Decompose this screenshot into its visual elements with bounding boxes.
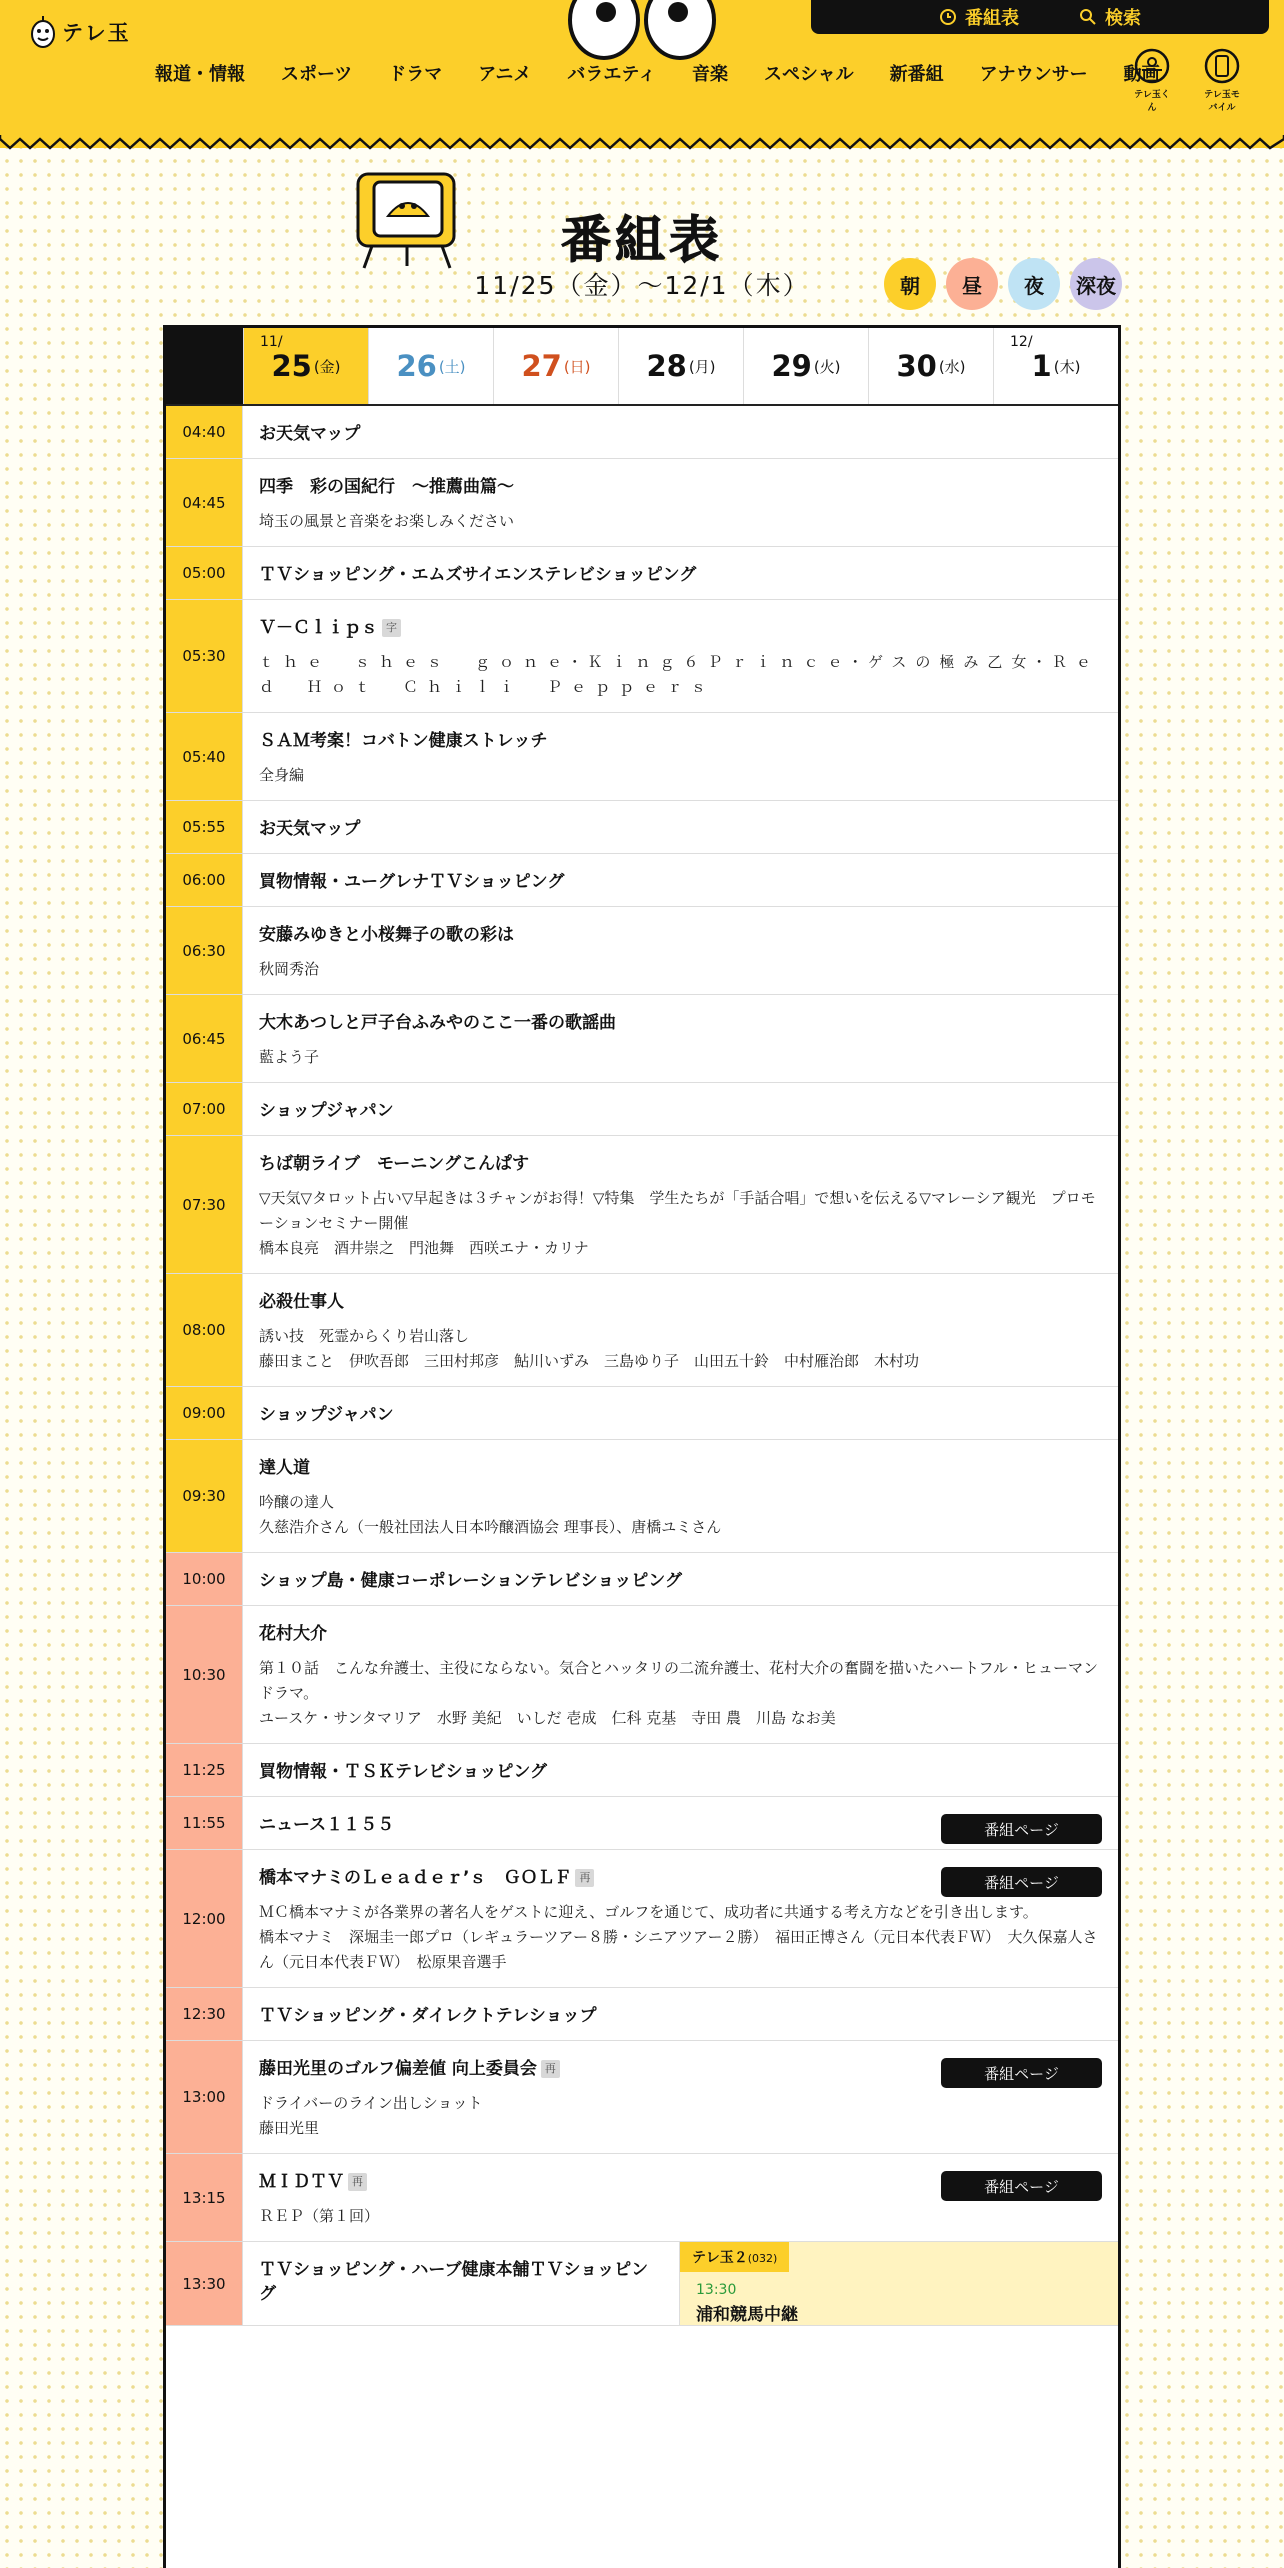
day-weekday: (土) [438, 357, 466, 376]
site-logo[interactable] [30, 14, 131, 50]
program-time: 11:55 [166, 1797, 243, 1849]
day-tabs-corner [166, 328, 243, 404]
date-range: 11/25（金）〜12/1（木） [474, 271, 810, 300]
day-number: 30 [896, 349, 937, 383]
program-list [166, 406, 1118, 2242]
program-description-line: 誘い技 死霊からくり岩山落し [259, 1327, 470, 1345]
program-body [243, 547, 1118, 599]
nav-item-music[interactable]: 音楽 [691, 64, 728, 85]
mascot-logo-icon [30, 14, 56, 50]
noon-button[interactable]: 昼 [946, 258, 998, 310]
subchannel-block [680, 2242, 1118, 2325]
day-tabs [166, 328, 1118, 406]
program-description [259, 1045, 1102, 1070]
program-title[interactable] [259, 923, 1102, 947]
program-title-text: ＴＶショッピング・エムズサイエンステレビショッピング [259, 565, 697, 585]
program-description-line: ▽天気▽タロット占い▽早起きは３チャンがお得！▽特集 学生たちが「手話合唱」で想いを伝える▽マレーシア観光 プロモーションセミナー開催 [259, 1189, 1096, 1232]
program-title-text: ニュース１１５５ [259, 1815, 395, 1835]
program-body [243, 1440, 1118, 1552]
nav-item-announcers[interactable]: アナウンサー [979, 64, 1088, 85]
program-description [259, 1656, 1102, 1731]
program-badge: 再 [541, 2060, 560, 2078]
program-title[interactable] [259, 1290, 1102, 1314]
program-title[interactable] [259, 870, 1102, 894]
program-body [243, 907, 1118, 994]
morning-button[interactable]: 朝 [884, 258, 936, 310]
program-body [243, 1274, 1118, 1386]
program-description [259, 1490, 1102, 1540]
program-row [166, 1440, 1118, 1553]
day-number: 25 [271, 349, 312, 383]
program-row [166, 1988, 1118, 2041]
program-body [243, 995, 1118, 1082]
nav-item-drama[interactable]: ドラマ [388, 64, 443, 85]
program-title[interactable] [259, 422, 1102, 446]
program-time: 05:00 [166, 547, 243, 599]
main-nav [155, 60, 1178, 86]
late-night-button[interactable]: 深夜 [1070, 258, 1122, 310]
program-description-line: 藍よう子 [259, 1048, 320, 1066]
subchannel-code: (032) [747, 2252, 778, 2265]
subchannel-title[interactable]: 浦和競馬中継 [696, 2305, 798, 2325]
day-number: 26 [396, 349, 437, 383]
top-utility-bar [811, 0, 1269, 34]
program-title-text: 藤田光里のゴルフ偏差値 向上委員会 [259, 2059, 537, 2079]
program-title-text: 橋本マナミのＬｅａｄｅｒ’ｓ ＧＯＬＦ [259, 1868, 572, 1888]
program-body [243, 459, 1118, 546]
day-tab-28[interactable] [618, 328, 743, 404]
program-body [243, 801, 1118, 853]
program-time: 06:00 [166, 854, 243, 906]
program-body [243, 1744, 1118, 1796]
program-time: 09:30 [166, 1440, 243, 1552]
program-badge: 再 [348, 2173, 367, 2191]
program-title[interactable] [259, 1456, 1102, 1480]
program-description-line: ドライバーのライン出しショット [259, 2094, 483, 2112]
program-schedule [163, 325, 1121, 2568]
program-body [243, 1136, 1118, 1273]
program-row [166, 600, 1118, 713]
program-description [259, 1186, 1102, 1261]
program-body [243, 406, 1118, 458]
nav-item-video[interactable]: 動画 [1123, 64, 1160, 85]
program-time: 05:40 [166, 713, 243, 800]
program-row [166, 547, 1118, 600]
day-weekday: (金) [313, 357, 341, 376]
program-page-button[interactable]: 番組ページ [941, 1814, 1102, 1844]
program-title-text: 大木あつしと戸子台ふみやのここ一番の歌謡曲 [259, 1013, 616, 1033]
program-row [166, 1606, 1118, 1744]
program-title[interactable] [259, 1403, 1102, 1427]
day-tab-26[interactable] [368, 328, 493, 404]
program-title[interactable] [259, 1152, 1102, 1176]
nav-item-news[interactable]: 報道・情報 [155, 64, 245, 85]
teletama-mobile-label: テレ玉モバイル [1204, 90, 1240, 113]
clock-icon [939, 8, 957, 26]
program-description [259, 2204, 1102, 2229]
topbar-search-label: 検索 [1105, 8, 1141, 29]
program-title[interactable] [259, 2004, 1102, 2028]
program-time: 07:30 [166, 1136, 243, 1273]
program-title-text: ＭＩＤＴＶ [259, 2172, 344, 2192]
program-row [166, 907, 1118, 995]
day-number: 29 [771, 349, 812, 383]
page-title: 番組表 [561, 211, 723, 269]
nav-item-variety[interactable]: バラエティ [567, 64, 656, 85]
program-title-text: 買物情報・ユーグレナＴＶショッピング [259, 872, 565, 892]
program-body [243, 1606, 1118, 1743]
day-weekday: (木) [1053, 357, 1081, 376]
program-row [166, 1387, 1118, 1440]
program-description-line: 吟醸の達人 [259, 1493, 335, 1511]
mobile-icon [1202, 44, 1242, 84]
program-title[interactable] [259, 729, 1102, 753]
program-title[interactable] [259, 1569, 1102, 1593]
teletama-kun-label: テレ玉くん [1134, 90, 1170, 113]
day-tab-27[interactable] [493, 328, 618, 404]
program-time: 10:30 [166, 1606, 243, 1743]
topbar-search-link[interactable] [1079, 4, 1141, 30]
program-description [259, 1900, 1102, 1975]
program-row [166, 1136, 1118, 1274]
day-weekday: (水) [938, 357, 966, 376]
program-description [259, 763, 1102, 788]
program-row [166, 1797, 1118, 1850]
program-title-text: ＳＡＭ考案！コバトン健康ストレッチ [259, 731, 548, 751]
program-time: 08:00 [166, 1274, 243, 1386]
program-body [243, 1988, 1118, 2040]
program-time: 12:30 [166, 1988, 243, 2040]
day-tab-30[interactable] [868, 328, 993, 404]
program-description-line: 橋本良亮 酒井崇之 門池舞 西咲エナ・カリナ [259, 1239, 589, 1257]
program-page-button[interactable]: 番組ページ [941, 2171, 1102, 2201]
program-title[interactable] [259, 475, 1102, 499]
program-time: 13:30 [166, 2242, 243, 2325]
day-weekday: (日) [563, 357, 591, 376]
program-time: 07:00 [166, 1083, 243, 1135]
program-title-text: 達人道 [259, 1458, 310, 1478]
program-title-text: ショップジャパン [259, 1405, 394, 1425]
program-title[interactable] [259, 1622, 1102, 1646]
nav-item-special[interactable]: スペシャル [763, 64, 854, 85]
program-row [166, 406, 1118, 459]
program-title-text: 四季 彩の国紀行 ～推薦曲篇～ [259, 477, 514, 497]
program-row [166, 713, 1118, 801]
program-description-line: ＭＣ橋本マナミが各業界の著名人をゲストに迎え、ゴルフを通じて、成功者に共通する考え方などを引き出します。 [259, 1903, 1038, 1921]
teletama-kun-link[interactable] [1130, 44, 1174, 113]
program-title-text: ショップジャパン [259, 1101, 394, 1121]
header-zigzag-edge [0, 135, 1284, 151]
site-header [0, 0, 1284, 148]
program-title-text: Ｖ－Ｃｌｉｐｓ [259, 618, 378, 638]
program-time: 06:30 [166, 907, 243, 994]
program-description-line: 全身編 [259, 766, 305, 784]
program-description-line: 埼玉の風景と音楽をお楽しみください [259, 512, 515, 530]
program-time: 04:40 [166, 406, 243, 458]
program-description [259, 509, 1102, 534]
program-time: 05:30 [166, 600, 243, 712]
program-row [166, 1083, 1118, 1136]
time-of-day-buttons [884, 258, 1122, 310]
program-title-text: 安藤みゆきと小桜舞子の歌の彩は [259, 925, 514, 945]
program-title[interactable] [259, 1099, 1102, 1123]
nav-item-anime[interactable]: アニメ [478, 64, 532, 85]
program-time: 10:00 [166, 1553, 243, 1605]
program-row [166, 854, 1118, 907]
program-description [259, 957, 1102, 982]
program-time: 13:15 [166, 2154, 243, 2241]
subchannel-time: 13:30 [696, 2282, 737, 2298]
program-description-line: ｔｈｅ ｓｈｅｓ ｇｏｎｅ･Ｋｉｎｇ６Ｐｒｉｎｃｅ･ゲスの極み乙女･Ｒｅｄ Ｈｏｔ Ｃｈｉｌｉ Ｐｅｐｐｅｒｓ [259, 653, 1100, 696]
page-hero [0, 160, 1284, 310]
program-time: 12:00 [166, 1850, 243, 1987]
program-description-line: 藤田光里 [259, 2119, 320, 2137]
program-badge: 字 [382, 619, 401, 637]
program-title[interactable] [259, 1760, 1102, 1784]
program-time: 11:25 [166, 1744, 243, 1796]
day-weekday: (火) [813, 357, 841, 376]
program-title-text: ちば朝ライブ モーニングこんぱす [259, 1154, 529, 1174]
program-title[interactable] [259, 563, 1102, 587]
day-number: 27 [521, 349, 562, 383]
program-row [166, 1744, 1118, 1797]
program-title-text: お天気マップ [259, 424, 361, 444]
day-month: 12/ [1010, 334, 1033, 350]
program-page-button[interactable]: 番組ページ [941, 2058, 1102, 2088]
program-page-button[interactable]: 番組ページ [941, 1867, 1102, 1897]
nav-item-new-programs[interactable]: 新番組 [889, 64, 944, 85]
program-description [259, 650, 1102, 700]
program-description-line: ＲＥＰ（第１回） [259, 2207, 380, 2225]
program-title-text: ショップ島・健康コーポレーションテレビショッピング [259, 1571, 682, 1591]
program-body [243, 1797, 1118, 1849]
evening-button[interactable]: 夜 [1008, 258, 1060, 310]
mascot-eyes-icon [566, 0, 718, 62]
day-number: 28 [646, 349, 687, 383]
program-description-line: 橋本マナミ 深堀圭一郎プロ（レギュラーツアー８勝・シニアツアー２勝） 福田正博さん（元日本代表ＦＷ） 大久保嘉人さん（元日本代表ＦＷ） 松原果音選手 [259, 1928, 1098, 1971]
program-time: 04:45 [166, 459, 243, 546]
day-weekday: (月) [688, 357, 716, 376]
program-title[interactable] [259, 817, 1102, 841]
search-icon [1079, 8, 1097, 26]
program-row [166, 459, 1118, 547]
program-description [259, 2091, 1102, 2141]
program-description [259, 1324, 1102, 1374]
program-title[interactable]: ＴＶショッピング・ハーブ健康本舗ＴＶショッピング [259, 2260, 649, 2304]
day-tab-29[interactable] [743, 328, 868, 404]
program-description-line: ユースケ・サンタマリア 水野 美紀 いしだ 壱成 仁科 克基 寺田 農 川島 なお美 [259, 1709, 836, 1727]
program-title-text: お天気マップ [259, 819, 361, 839]
program-body [243, 2154, 1118, 2241]
day-number: 1 [1031, 349, 1052, 383]
program-time: 13:00 [166, 2041, 243, 2153]
program-row [166, 995, 1118, 1083]
program-time: 05:55 [166, 801, 243, 853]
program-row [166, 1553, 1118, 1606]
day-tab-25[interactable] [243, 328, 368, 404]
program-body [243, 2041, 1118, 2153]
program-body [243, 1553, 1118, 1605]
topbar-schedule-label: 番組表 [965, 8, 1019, 29]
program-title-text: 花村大介 [259, 1624, 327, 1644]
program-row [166, 2242, 1118, 2326]
day-month: 11/ [260, 334, 283, 350]
program-row [166, 2041, 1118, 2154]
program-body [243, 854, 1118, 906]
teletama-mobile-link[interactable] [1200, 44, 1244, 113]
program-body [243, 1387, 1118, 1439]
program-row [166, 801, 1118, 854]
program-body [243, 713, 1118, 800]
program-title[interactable] [259, 1011, 1102, 1035]
subchannel-name: テレ玉２ [692, 2250, 748, 2266]
program-title-text: ＴＶショッピング・ダイレクトテレショップ [259, 2006, 597, 2026]
topbar-schedule-link[interactable] [939, 4, 1019, 30]
program-body [243, 600, 1118, 712]
program-row [166, 2154, 1118, 2242]
teletama-kun-icon [1132, 44, 1172, 84]
side-icons [1130, 44, 1244, 113]
program-description-line: 久慈浩介さん（一般社団法人日本吟醸酒協会 理事長）、唐橋ユミさん [259, 1518, 722, 1536]
program-body [243, 1850, 1118, 1987]
program-badge: 再 [575, 1869, 594, 1887]
program-title[interactable] [259, 616, 1102, 640]
logo-text: テレ玉 [62, 21, 131, 45]
program-description-line: 第１０話 こんな弁護士、主役にならない。気合とハッタリの二流弁護士、花村大介の奮闘を描いたハートフル・ヒューマンドラマ。 [259, 1659, 1098, 1702]
program-row [166, 1274, 1118, 1387]
subchannel-tag [680, 2242, 789, 2272]
program-time: 09:00 [166, 1387, 243, 1439]
program-time: 06:45 [166, 995, 243, 1082]
program-title-text: 買物情報・ＴＳＫテレビショッピング [259, 1762, 547, 1782]
program-title-text: 必殺仕事人 [259, 1292, 344, 1312]
nav-item-sports[interactable]: スポーツ [281, 64, 353, 85]
program-description-line: 秋岡秀治 [259, 960, 320, 978]
program-description-line: 藤田まこと 伊吹吾郎 三田村邦彦 鮎川いずみ 三島ゆり子 山田五十鈴 中村雁治郎 木村功 [259, 1352, 920, 1370]
day-tab-1[interactable] [993, 328, 1118, 404]
program-row [166, 1850, 1118, 1988]
program-body [243, 1083, 1118, 1135]
